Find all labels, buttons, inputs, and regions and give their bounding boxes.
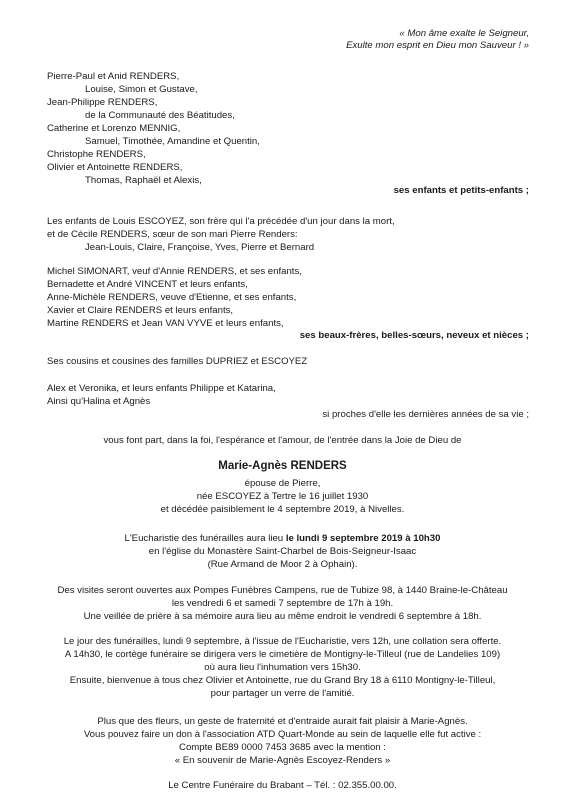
deceased-died: et décédée paisiblement le 4 septembre 2019, à Nivelles. <box>160 504 405 515</box>
burial-line: Le jour des funérailles, lundi 9 septembre, à l'issue de l'Eucharistie, vers 12h, une collation sera offerte. <box>63 636 502 647</box>
family-line: Les enfants de Louis ESCOYEZ, son frère qui l'a précédée d'un jour dans la mort, <box>47 216 395 227</box>
burial-line: pour partager un verre de l'amitié. <box>210 688 355 699</box>
epigraph-line-2: Exulte mon esprit en Dieu mon Sauveur ! » <box>346 40 529 51</box>
friends-closing: si proches d'elle les dernières années de sa vie ; <box>322 409 529 420</box>
in-laws-closing: ses beaux-frères, belles-sœurs, neveux et nièces ; <box>299 330 529 341</box>
family-line: Jean-Philippe RENDERS, <box>47 97 158 108</box>
deceased-born: née ESCOYEZ à Tertre le 16 juillet 1930 <box>196 491 369 502</box>
donation-line: Vous pouvez faire un don à l'association ATD Quart-Monde au sein de laquelle elle fut active : <box>83 729 482 740</box>
visits-line: les vendredi 6 et samedi 7 septembre de 17h à 19h. <box>171 598 394 609</box>
burial-line: où aura lieu l'inhumation vers 15h30. <box>204 662 361 673</box>
family-line: et de Cécile RENDERS, sœur de son mari Pierre Renders: <box>47 229 298 240</box>
funeral-intro-line <box>0 533 565 545</box>
epigraph-line-1: « Mon âme exalte le Seigneur, <box>399 28 529 39</box>
family-line: Pierre-Paul et Anid RENDERS, <box>47 71 180 82</box>
funeral-date: le lundi 9 septembre 2019 à 10h30 <box>285 533 441 544</box>
family-line: Ainsi qu'Halina et Agnès <box>47 396 151 407</box>
family-line: de la Communauté des Béatitudes, <box>85 110 235 121</box>
funeral-place: en l'église du Monastère Saint-Charbel de Bois-Seigneur-Isaac <box>148 546 417 557</box>
family-line: Anne-Michèle RENDERS, veuve d'Etienne, et ses enfants, <box>47 292 297 303</box>
deceased-spouse: épouse de Pierre, <box>244 478 321 489</box>
family-line: Martine RENDERS et Jean VAN VYVE et leurs enfants, <box>47 318 284 329</box>
donation-mention: « En souvenir de Marie-Agnès Escoyez-Renders » <box>174 755 391 766</box>
family-line: Christophe RENDERS, <box>47 149 146 160</box>
funeral-address: (Rue Armand de Moor 2 à Ophain). <box>207 559 358 570</box>
burial-line: A 14h30, le cortège funéraire se dirigera vers le cimetière de Montigny-le-Tilleul (rue de Landelies 109) <box>64 649 501 660</box>
children-closing: ses enfants et petits-enfants ; <box>393 185 529 196</box>
family-line: Olivier et Antoinette RENDERS, <box>47 162 183 173</box>
donation-line: Plus que des fleurs, un geste de fraternité et d'entraide aurait fait plaisir à Marie-Agnès. <box>97 716 468 727</box>
visits-line: Des visites seront ouvertes aux Pompes Funèbres Campens, rue de Tubize 98, à 1440 Braine-le-Château <box>57 585 508 596</box>
family-line: Alex et Veronika, et leurs enfants Philippe et Katarina, <box>47 383 276 394</box>
family-line: Xavier et Claire RENDERS et leurs enfants, <box>47 305 234 316</box>
visits-line: Une veillée de prière à sa mémoire aura lieu au même endroit le vendredi 6 septembre à 18h. <box>83 611 482 622</box>
family-line: Catherine et Lorenzo MENNIG, <box>47 123 181 134</box>
funeral-intro: L'Eucharistie des funérailles aura lieu <box>124 533 284 544</box>
family-line: Louise, Simon et Gustave, <box>85 84 198 95</box>
family-line: Ses cousins et cousines des familles DUPRIEZ et ESCOYEZ <box>47 356 308 367</box>
family-line: Samuel, Timothée, Amandine et Quentin, <box>85 136 260 147</box>
family-line: Bernadette et André VINCENT et leurs enfants, <box>47 279 248 290</box>
family-line: Thomas, Raphaël et Alexis, <box>85 175 202 186</box>
burial-line: Ensuite, bienvenue à tous chez Olivier et Antoinette, rue du Grand Bry 18 à 6110 Montigny-le-Tilleul, <box>69 675 496 686</box>
announcement: vous font part, dans la foi, l'espérance et l'amour, de l'entrée dans la Joie de Dieu de <box>103 435 462 446</box>
deceased-name: Marie-Agnès RENDERS <box>218 460 347 472</box>
donation-account: Compte BE89 0000 7453 3685 avec la mention : <box>179 742 386 753</box>
family-line: Michel SIMONART, veuf d'Annie RENDERS, et ses enfants, <box>47 266 302 277</box>
footer-contact: Le Centre Funéraire du Brabant – Tél. : 02.355.00.00. <box>168 780 397 791</box>
family-line: Jean-Louis, Claire, Françoise, Yves, Pierre et Bernard <box>85 242 315 253</box>
